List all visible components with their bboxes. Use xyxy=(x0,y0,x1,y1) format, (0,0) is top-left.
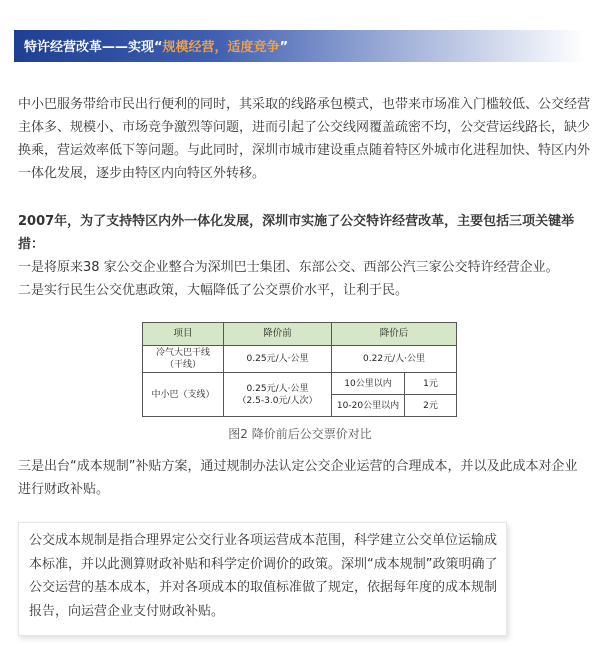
fare-comparison-table xyxy=(142,322,457,417)
table-header-item: 项目 xyxy=(143,323,224,346)
table-cell-item: 中小巴（支线） xyxy=(143,373,224,417)
section-title-prefix: 特许经营改革——实现“ xyxy=(24,40,163,55)
definition-text: 公交成本规制是指合理界定公交行业各项运营成本范围，科学建立公交单位运输成本标准，并以此测算财政补贴和科学定价调价的政策。深圳“成本规制”政策明确了公交运营的基本成本，并对各项成本的取值标准做了规定，依据每年度的成本规制报告，向运营企业支付财政补贴。 xyxy=(29,533,498,619)
table-header-before: 降价前 xyxy=(224,323,332,346)
section-title-highlight: 规模经营，适度竞争 xyxy=(162,40,280,55)
section-header-banner xyxy=(14,30,585,62)
measure-three: 三是出台“成本规制”补贴方案，通过规制办法认定公交企业运营的合理成本，并以及此成本对企业进行财政补贴。 xyxy=(18,459,578,497)
measure-two: 二是实行民生公交优惠政策，大幅降低了公交票价水平，让利于民。 xyxy=(18,283,409,298)
reform-heading: 2007年，为了支持特区内外一体化发展，深圳市实施了公交特许经营改革，主要包括三项关键举措： xyxy=(18,214,575,252)
table-cell-after: 0.22元/人·公里 xyxy=(332,346,457,373)
section-title xyxy=(24,36,288,55)
table-header-row xyxy=(143,323,457,346)
table-cell-item: 冷气大巴干线 （干线） xyxy=(143,346,224,373)
table-cell-range: 10公里以内 xyxy=(332,373,405,395)
figure-caption: 图2 降价前后公交票价对比 xyxy=(228,427,372,441)
table-cell-range: 10-20公里以内 xyxy=(332,395,405,417)
table-header-after: 降价后 xyxy=(332,323,457,346)
definition-box xyxy=(18,522,507,636)
section-title-suffix: ” xyxy=(279,40,289,55)
intro-paragraph: 中小巴服务带给市民出行便利的同时，其采取的线路承包模式，也带来市场准入门槛较低、公交经营主体多、规模小、市场竞争激烈等问题，进而引起了公交线网覆盖疏密不均，公交营运线路长，缺少换乘，营运效率低下等问题。与此同时，深圳市城市建设重点随着特区外城市化进程加快、特区内外一体化发展，逐步由特区内向特区外转移。 xyxy=(18,97,591,181)
table-row xyxy=(143,346,457,373)
table-cell-before: 0.25元/人·公里 xyxy=(224,346,332,373)
reform-paragraph xyxy=(18,210,590,302)
table-cell-before: 0.25元/人·公里 （2.5-3.0元/人次） xyxy=(224,373,332,417)
table-row xyxy=(143,373,457,395)
measure-one: 一是将原来38 家公交企业整合为深圳巴士集团、东部公交、西部公汽三家公交特许经营企业。 xyxy=(18,260,559,275)
table-cell-price: 2元 xyxy=(405,395,457,417)
table-cell-price: 1元 xyxy=(405,373,457,395)
